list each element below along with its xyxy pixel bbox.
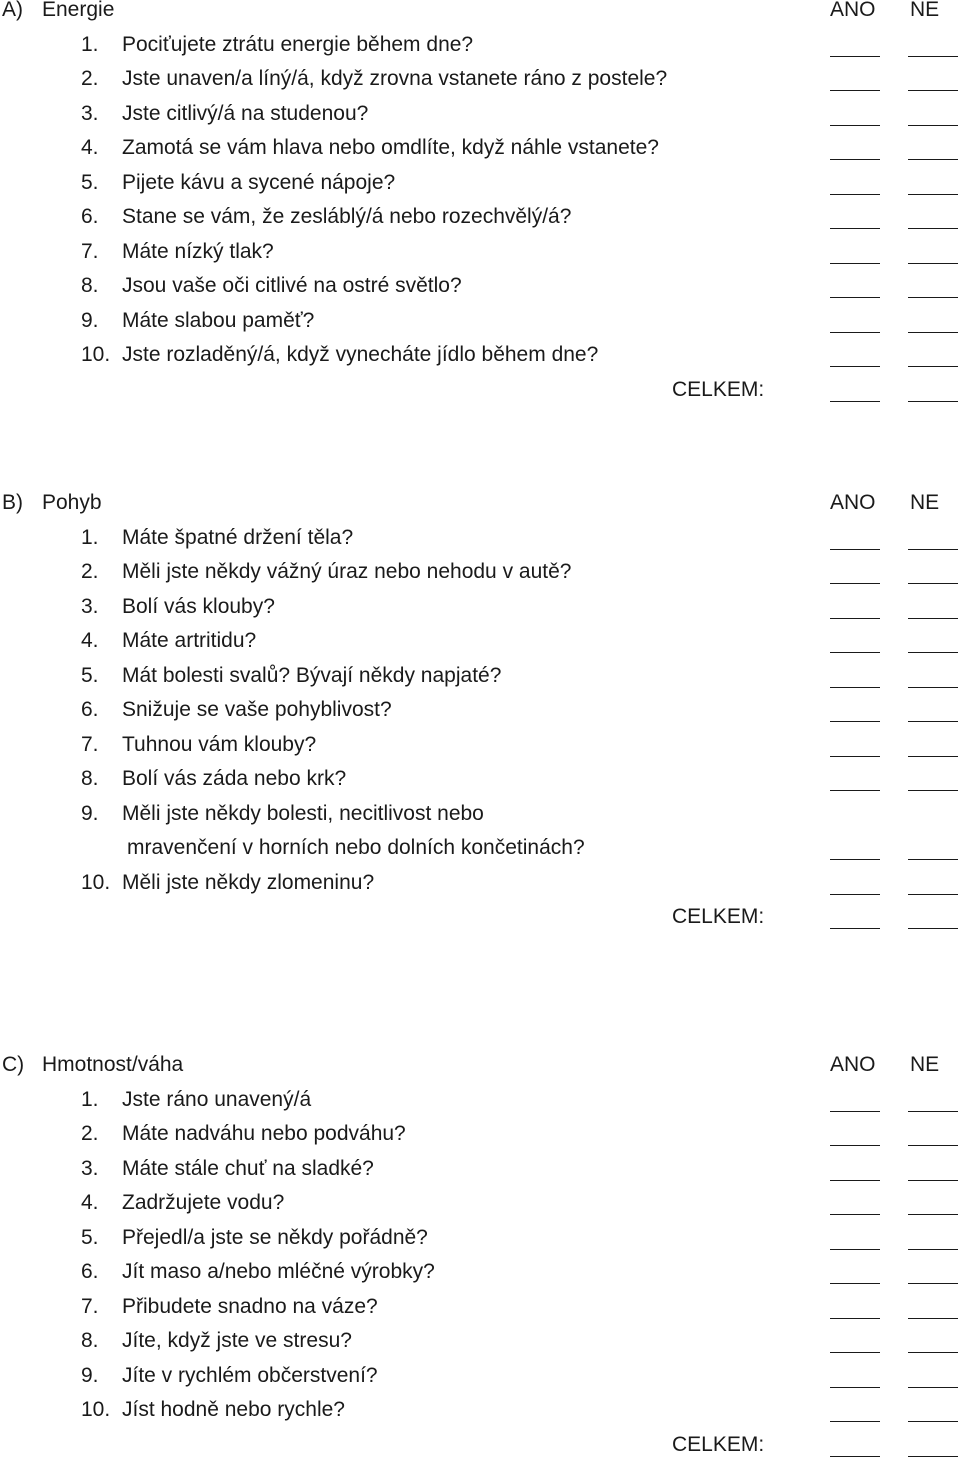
section-title-pohyb: Pohyb <box>42 491 102 514</box>
question-text: Máte špatné držení těla? <box>122 525 354 549</box>
section-letter: A) <box>2 0 23 21</box>
question-text: Jste ráno unavený/á <box>122 1087 312 1111</box>
question-text: Jíte v rychlém občerstvení? <box>122 1363 378 1387</box>
question-energie-2-ano-blank[interactable] <box>830 90 880 91</box>
question-energie-2-ne-blank[interactable] <box>908 90 958 91</box>
question-text: Zadržujete vodu? <box>122 1191 285 1214</box>
question-pohyb-7-ne-blank[interactable] <box>908 756 958 757</box>
question-text: Pijete kávu a sycené nápoje? <box>122 170 396 194</box>
question-text: Máte stále chuť na sladké? <box>122 1156 374 1180</box>
question-text: Zamotá se vám hlava nebo omdlíte, když náhle vstanete? <box>122 136 659 159</box>
question-number: 10. <box>81 343 111 366</box>
question-number: 3. <box>81 101 99 125</box>
question-hmotnost-5-ano-blank[interactable] <box>830 1249 880 1250</box>
question-hmotnost-1-ano-blank[interactable] <box>830 1111 880 1112</box>
question-number: 8. <box>81 274 99 297</box>
question-energie-7-ano-blank[interactable] <box>830 263 880 264</box>
ne-column-header: NE <box>910 491 940 514</box>
question-energie-9-ano-blank[interactable] <box>830 332 880 333</box>
question-number: 1. <box>81 525 99 549</box>
question-number: 1. <box>81 32 99 56</box>
total-energie-ano-blank[interactable] <box>830 401 880 402</box>
question-text: Máte artritidu? <box>122 629 257 652</box>
total-label: CELKEM: <box>672 905 765 928</box>
question-number: 2. <box>81 1122 99 1145</box>
question-number: 5. <box>81 170 99 194</box>
question-energie-1-ano-blank[interactable] <box>830 56 880 57</box>
question-number: 6. <box>81 205 99 228</box>
question-text: Jít maso a/nebo mléčné výrobky? <box>122 1260 435 1283</box>
question-text: Jíte, když jste ve stresu? <box>122 1329 352 1352</box>
question-pohyb-8-ano-blank[interactable] <box>830 790 880 791</box>
question-hmotnost-3-ano-blank[interactable] <box>830 1180 880 1181</box>
question-pohyb-9-ano-blank[interactable] <box>830 859 880 860</box>
question-number: 7. <box>81 1294 99 1318</box>
question-number: 9. <box>81 801 99 825</box>
question-pohyb-2-ne-blank[interactable] <box>908 583 958 584</box>
total-label: CELKEM: <box>672 377 765 401</box>
question-pohyb-2-ano-blank[interactable] <box>830 583 880 584</box>
question-hmotnost-7-ne-blank[interactable] <box>908 1318 958 1319</box>
question-number: 3. <box>81 594 99 618</box>
question-hmotnost-9-ano-blank[interactable] <box>830 1387 880 1388</box>
question-text: Mát bolesti svalů? Bývají někdy napjaté? <box>122 663 502 687</box>
question-number: 9. <box>81 308 99 332</box>
question-number: 5. <box>81 1225 99 1249</box>
question-energie-8-ne-blank[interactable] <box>908 297 958 298</box>
question-energie-8-ano-blank[interactable] <box>830 297 880 298</box>
question-hmotnost-10-ne-blank[interactable] <box>908 1421 958 1422</box>
question-energie-6-ne-blank[interactable] <box>908 228 958 229</box>
question-hmotnost-4-ne-blank[interactable] <box>908 1214 958 1215</box>
question-hmotnost-3-ne-blank[interactable] <box>908 1180 958 1181</box>
question-energie-5-ne-blank[interactable] <box>908 194 958 195</box>
question-text: Jste rozladěný/á, když vynecháte jídlo během dne? <box>122 343 599 366</box>
question-number: 2. <box>81 560 99 583</box>
question-pohyb-1-ano-blank[interactable] <box>830 549 880 550</box>
question-hmotnost-7-ano-blank[interactable] <box>830 1318 880 1319</box>
question-number: 8. <box>81 767 99 790</box>
question-text: Pociťujete ztrátu energie během dne? <box>122 32 474 56</box>
question-hmotnost-2-ne-blank[interactable] <box>908 1145 958 1146</box>
question-text: Přibudete snadno na váze? <box>122 1294 378 1318</box>
question-pohyb-10-ano-blank[interactable] <box>830 894 880 895</box>
question-hmotnost-9-ne-blank[interactable] <box>908 1387 958 1388</box>
question-pohyb-6-ne-blank[interactable] <box>908 721 958 722</box>
question-number: 7. <box>81 239 99 263</box>
total-energie-ne-blank[interactable] <box>908 401 958 402</box>
question-text: Tuhnou vám klouby? <box>122 732 317 756</box>
question-number: 9. <box>81 1363 99 1387</box>
question-hmotnost-4-ano-blank[interactable] <box>830 1214 880 1215</box>
question-text: Bolí vás záda nebo krk? <box>122 767 347 790</box>
question-number: 5. <box>81 663 99 687</box>
question-energie-3-ano-blank[interactable] <box>830 125 880 126</box>
question-number: 1. <box>81 1087 99 1111</box>
question-pohyb-3-ano-blank[interactable] <box>830 618 880 619</box>
question-text: Měli jste někdy zlomeninu? <box>122 870 375 894</box>
question-pohyb-4-ano-blank[interactable] <box>830 652 880 653</box>
question-text: Bolí vás klouby? <box>122 594 275 618</box>
question-number: 10. <box>81 870 111 894</box>
question-pohyb-1-ne-blank[interactable] <box>908 549 958 550</box>
question-text: Měli jste někdy bolesti, necitlivost nebo <box>122 801 484 825</box>
question-energie-10-ne-blank[interactable] <box>908 366 958 367</box>
question-hmotnost-10-ano-blank[interactable] <box>830 1421 880 1422</box>
question-number: 2. <box>81 67 99 90</box>
question-number: 6. <box>81 1260 99 1283</box>
ano-column-header: ANO <box>830 1053 876 1076</box>
section-letter: C) <box>2 1053 25 1076</box>
question-number: 6. <box>81 698 99 721</box>
total-hmotnost-ne-blank[interactable] <box>908 1456 958 1457</box>
question-text: Stane se vám, že zesláblý/á nebo rozechvělý/á? <box>122 205 572 228</box>
question-pohyb-3-ne-blank[interactable] <box>908 618 958 619</box>
total-pohyb-ne-blank[interactable] <box>908 928 958 929</box>
total-hmotnost-ano-blank[interactable] <box>830 1456 880 1457</box>
question-pohyb-6-ano-blank[interactable] <box>830 721 880 722</box>
question-hmotnost-8-ano-blank[interactable] <box>830 1352 880 1353</box>
question-number: 4. <box>81 136 99 159</box>
question-hmotnost-1-ne-blank[interactable] <box>908 1111 958 1112</box>
total-pohyb-ano-blank[interactable] <box>830 928 880 929</box>
ne-column-header: NE <box>910 1053 940 1076</box>
question-text: Přejedl/a jste se někdy pořádně? <box>122 1225 428 1249</box>
question-number: 10. <box>81 1398 111 1421</box>
question-energie-3-ne-blank[interactable] <box>908 125 958 126</box>
question-energie-7-ne-blank[interactable] <box>908 263 958 264</box>
question-text: Máte nadváhu nebo podváhu? <box>122 1122 406 1145</box>
question-text: Jste citlivý/á na studenou? <box>122 101 369 125</box>
question-hmotnost-2-ano-blank[interactable] <box>830 1145 880 1146</box>
ano-column-header: ANO <box>830 491 876 514</box>
question-text: Snižuje se vaše pohyblivost? <box>122 698 392 721</box>
total-label: CELKEM: <box>672 1432 765 1456</box>
question-pohyb-7-ano-blank[interactable] <box>830 756 880 757</box>
question-number: 8. <box>81 1329 99 1352</box>
question-text: Jste unaven/a líný/á, když zrovna vstanete ráno z postele? <box>122 67 668 90</box>
question-energie-10-ano-blank[interactable] <box>830 366 880 367</box>
question-pohyb-5-ne-blank[interactable] <box>908 687 958 688</box>
question-pohyb-5-ano-blank[interactable] <box>830 687 880 688</box>
question-number: 7. <box>81 732 99 756</box>
question-text: Měli jste někdy vážný úraz nebo nehodu v autě? <box>122 560 572 583</box>
section-letter: B) <box>2 491 23 514</box>
question-energie-4-ne-blank[interactable] <box>908 159 958 160</box>
question-number: 3. <box>81 1156 99 1180</box>
question-pohyb-4-ne-blank[interactable] <box>908 652 958 653</box>
question-number: 4. <box>81 629 99 652</box>
question-text: Jsou vaše oči citlivé na ostré světlo? <box>122 274 462 297</box>
question-energie-9-ne-blank[interactable] <box>908 332 958 333</box>
question-pohyb-8-ne-blank[interactable] <box>908 790 958 791</box>
question-hmotnost-6-ne-blank[interactable] <box>908 1283 958 1284</box>
question-energie-5-ano-blank[interactable] <box>830 194 880 195</box>
ano-column-header: ANO <box>830 0 876 21</box>
question-text: Máte slabou paměť? <box>122 308 315 332</box>
question-number: 4. <box>81 1191 99 1214</box>
question-energie-4-ano-blank[interactable] <box>830 159 880 160</box>
question-pohyb-10-ne-blank[interactable] <box>908 894 958 895</box>
question-pohyb-9-ne-blank[interactable] <box>908 859 958 860</box>
question-energie-1-ne-blank[interactable] <box>908 56 958 57</box>
ne-column-header: NE <box>910 0 940 21</box>
question-hmotnost-6-ano-blank[interactable] <box>830 1283 880 1284</box>
section-title-energie: Energie <box>42 0 115 21</box>
question-text-continued: mravenčení v horních nebo dolních končetinách? <box>127 836 585 859</box>
question-text: Jíst hodně nebo rychle? <box>122 1398 345 1421</box>
section-title-hmotnost: Hmotnost/váha <box>42 1053 184 1076</box>
question-hmotnost-8-ne-blank[interactable] <box>908 1352 958 1353</box>
question-text: Máte nízký tlak? <box>122 239 274 263</box>
question-hmotnost-5-ne-blank[interactable] <box>908 1249 958 1250</box>
question-energie-6-ano-blank[interactable] <box>830 228 880 229</box>
